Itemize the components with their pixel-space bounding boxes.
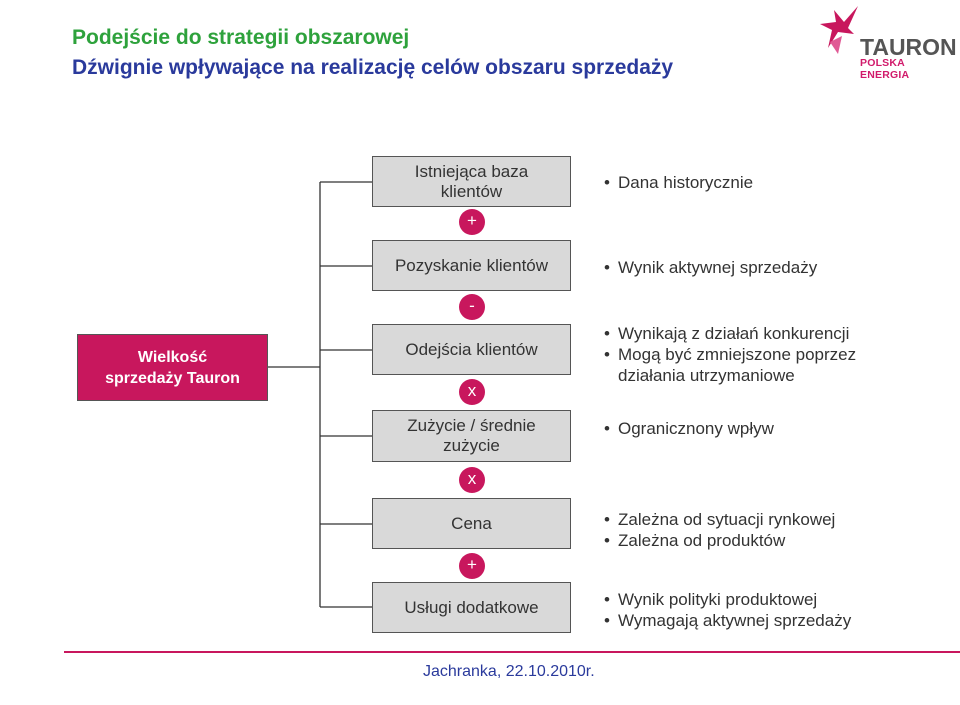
sales-volume-label-line: Wielkość bbox=[137, 348, 208, 366]
operator-multiply: x bbox=[459, 379, 485, 405]
bullet-icon: • bbox=[604, 590, 610, 609]
lever-label-line: Zużycie / średnie bbox=[407, 416, 536, 435]
lever-customer-acquisition bbox=[372, 240, 571, 291]
note-line: Ogranicznony wpływ bbox=[618, 419, 774, 438]
bullet-icon: • bbox=[604, 531, 610, 550]
operator-plus: + bbox=[459, 209, 485, 235]
bullet-icon: • bbox=[604, 324, 610, 343]
page-title: Podejście do strategii obszarowej bbox=[72, 26, 410, 49]
bullet-icon: • bbox=[604, 345, 610, 364]
lever-price bbox=[372, 498, 571, 549]
note-line: Wynikają z działań konkurencji bbox=[618, 324, 850, 343]
bullet-icon: • bbox=[604, 258, 610, 277]
bullet-icon: • bbox=[604, 419, 610, 438]
note-line: działania utrzymaniowe bbox=[618, 366, 795, 385]
sales-volume-box bbox=[77, 334, 268, 401]
operator-minus: - bbox=[459, 294, 485, 320]
lever-label-line: Cena bbox=[451, 513, 492, 533]
lever-label-line: Pozyskanie klientów bbox=[394, 255, 549, 275]
lever-existing-customers bbox=[372, 156, 571, 207]
logo-brand: TAURON bbox=[860, 34, 957, 60]
footer-divider bbox=[64, 651, 960, 653]
note-line: Wynik aktywnej sprzedaży bbox=[618, 258, 818, 277]
lever-customer-churn bbox=[372, 324, 571, 375]
note-line: Zależna od sytuacji rynkowej bbox=[618, 510, 836, 529]
note-line: Dana historycznie bbox=[618, 173, 754, 192]
page-subtitle: Dźwignie wpływające na realizację celów obszaru sprzedaży bbox=[72, 56, 674, 79]
note-additional-services bbox=[604, 589, 851, 631]
lever-label-line: Istniejąca baza bbox=[414, 161, 529, 181]
note-existing-customers bbox=[604, 172, 753, 193]
lever-label-line: Usługi dodatkowe bbox=[404, 597, 539, 617]
note-line: Wynik polityki produktowej bbox=[618, 590, 818, 609]
bullet-icon: • bbox=[604, 611, 610, 630]
sales-volume-label-line: sprzedaży Tauron bbox=[105, 369, 240, 387]
note-churn bbox=[604, 323, 856, 386]
note-line: Zależna od produktów bbox=[618, 531, 786, 550]
operator-multiply: x bbox=[459, 467, 485, 493]
footer-text: Jachranka, 22.10.2010r. bbox=[423, 663, 595, 680]
logo-subtitle: POLSKA ENERGIA bbox=[860, 57, 910, 81]
bullet-icon: • bbox=[604, 510, 610, 529]
lever-label-line: klientów bbox=[440, 181, 503, 201]
lever-consumption bbox=[372, 410, 571, 462]
bullet-icon: • bbox=[604, 173, 610, 192]
lever-additional-services bbox=[372, 582, 571, 633]
note-line: Wymagają aktywnej sprzedaży bbox=[618, 611, 852, 630]
note-line: Mogą być zmniejszone poprzez bbox=[618, 345, 857, 364]
lever-label-line: zużycie bbox=[443, 436, 500, 455]
note-price bbox=[604, 509, 835, 551]
operator-plus: + bbox=[459, 553, 485, 579]
lever-label-line: Odejścia klientów bbox=[405, 339, 538, 359]
note-consumption bbox=[604, 418, 774, 439]
note-acquisition bbox=[604, 257, 817, 278]
